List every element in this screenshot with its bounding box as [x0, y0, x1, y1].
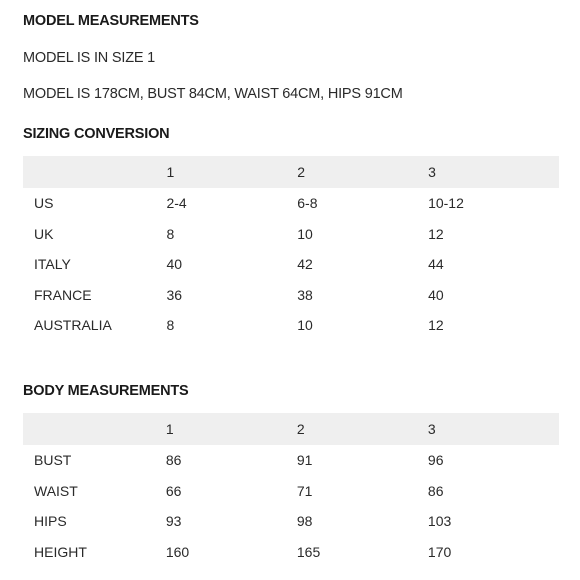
table-row — [23, 445, 559, 476]
header-cell-label — [23, 156, 166, 188]
table-cell: 12 — [428, 317, 444, 334]
sizing-conversion-heading: SIZING CONVERSION — [23, 126, 170, 142]
table-cell: 103 — [427, 513, 452, 530]
table-row — [23, 506, 559, 537]
table-cell: 38 — [297, 286, 313, 303]
table-row — [23, 537, 559, 568]
table-cell: 10-12 — [428, 195, 464, 212]
row-label: HIPS — [34, 513, 67, 530]
table-row — [23, 188, 559, 219]
table-row — [23, 476, 559, 507]
row-label: HEIGHT — [34, 543, 87, 560]
header-cell-size-2: 2 — [297, 164, 306, 180]
table-row — [23, 310, 559, 341]
table-cell: 98 — [296, 513, 313, 530]
table-cell: 66 — [165, 482, 182, 499]
table-cell: 42 — [297, 256, 313, 273]
model-measurements-text: MODEL IS 178CM, BUST 84CM, WAIST 64CM, HIPS 91CM — [23, 86, 403, 102]
table-cell: 8 — [166, 225, 175, 242]
table-cell: 86 — [165, 452, 182, 469]
body-measurements-table — [23, 413, 559, 567]
header-cell-size-2: 2 — [296, 421, 305, 437]
table-cell: 165 — [296, 543, 321, 560]
table-cell: 71 — [296, 482, 313, 499]
table-header-row — [23, 156, 559, 188]
table-row — [23, 249, 559, 280]
table-cell: 44 — [428, 256, 444, 273]
table-row — [23, 280, 559, 311]
table-cell: 12 — [428, 225, 444, 242]
model-measurements-heading: MODEL MEASUREMENTS — [23, 13, 199, 29]
model-size-text: MODEL IS IN SIZE 1 — [23, 50, 156, 66]
table-cell: 8 — [166, 317, 175, 334]
sizing-conversion-table — [23, 156, 559, 341]
table-cell: 40 — [428, 286, 444, 303]
table-cell: 10 — [297, 317, 313, 334]
row-label: WAIST — [34, 482, 78, 499]
row-label: AUSTRALIA — [34, 317, 112, 334]
header-cell-size-1: 1 — [166, 164, 175, 180]
header-cell-size-3: 3 — [427, 421, 436, 437]
table-cell: 10 — [297, 225, 313, 242]
header-cell-size-1: 1 — [165, 421, 174, 437]
table-cell: 160 — [165, 543, 190, 560]
table-cell: 91 — [296, 452, 313, 469]
table-header-row — [23, 413, 559, 445]
row-label: UK — [34, 225, 54, 242]
row-label: FRANCE — [34, 286, 92, 303]
table-cell: 2-4 — [166, 195, 187, 212]
table-row — [23, 219, 559, 250]
table-cell: 86 — [427, 482, 444, 499]
body-measurements-heading: BODY MEASUREMENTS — [23, 383, 189, 399]
table-cell: 96 — [427, 452, 444, 469]
row-label: US — [34, 195, 54, 212]
row-label: ITALY — [34, 256, 71, 273]
table-cell: 36 — [166, 286, 183, 303]
table-cell: 6-8 — [297, 195, 318, 212]
row-label: BUST — [34, 452, 72, 469]
header-cell-size-3: 3 — [428, 164, 436, 180]
table-cell: 170 — [427, 543, 452, 560]
header-cell-label — [23, 413, 166, 445]
table-cell: 93 — [165, 513, 182, 530]
table-cell: 40 — [166, 256, 183, 273]
